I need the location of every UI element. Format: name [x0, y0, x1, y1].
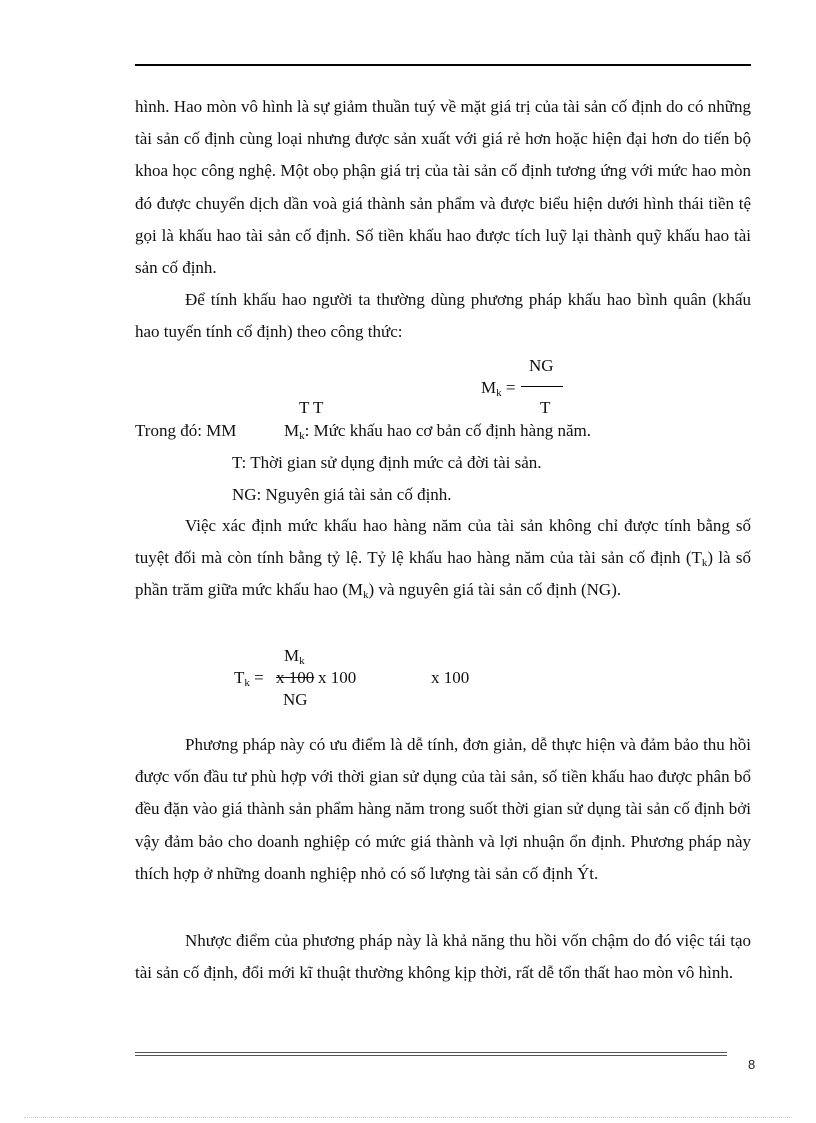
page-number: 8	[748, 1057, 756, 1072]
definition-mk: $M_k$: Mức khấu hao cơ bản cố định hàng năm.	[284, 421, 591, 442]
formula-mk-denominator: T	[540, 398, 551, 417]
paragraph-uu-diem: Phương pháp này có ưu điểm là dễ tính, đơn giản, dễ thực hiện và đảm bảo thu hồi được vốn đầu tư phù hợp với thời gian sử dụng của tài sản, số tiền khấu hao được phân bổ đều đặn vào giá thành sản phẩm hàng năm trong suốt thời gian sử dụng tài sản cố định bởi vậy đảm bảo cho doanh nghiệp có mức giá thành và lợi nhuận ổn định. Phương pháp này thích hợp ở những doanh nghiệp nhỏ có số lượng tài sản cố định Ýt.	[135, 735, 751, 883]
formula-tk-denominator: NG	[283, 690, 308, 709]
paragraph-hao-mon-vo-hinh: hình. Hao mòn vô hình là sự giảm thuần tuý về mặt giá trị của tài sản cố định do có những tài sản cố định cùng loại nhưng được sản xuất với giá rẻ hơn hoặc hiện đại hơn do tiến bộ khoa học công nghệ. Một obọ phận giá trị của tài sản cố định tương ứng với mức hao mòn đó được chuyển dịch dần voà giá thành sản phẩm và được biểu hiện dưới hình thái tiền tệ gọi là khấu hao tài sản cố định. Số tiền khấu hao được tích luỹ lại thành quỹ khấu hao tài sản cố định.	[135, 97, 751, 278]
definitions-intro: Trong đó: MM	[135, 421, 237, 440]
paragraph-nhuoc-diem: Nhược điểm của phương pháp này là khả năng thu hồi vốn chậm do đó việc tái tạo tài sản cố định, đổi mới kĩ thuật thường không kịp thời, rất dễ tổn thất hao mòn vô hình.	[135, 931, 751, 983]
definition-t: T: Thời gian sử dụng định mức cả đời tài sản.	[232, 453, 542, 472]
definition-ng: NG: Nguyên giá tài sản cố định.	[232, 485, 452, 504]
footer-rule-bottom	[135, 1055, 727, 1056]
paragraph-cong-thuc-intro: Để tính khấu hao người ta thường dùng phương pháp khấu hao bình quân (khấu hao tuyến tính cố định) theo công thức:	[135, 290, 751, 342]
formula-tk-extra-multiplier: x 100	[431, 668, 470, 687]
formula-mk-lhs: $M_k$ =	[481, 378, 516, 399]
page-edge-dotted-line	[24, 1117, 792, 1118]
formula-tk-lhs: $T_k$ =	[234, 668, 264, 689]
paragraph-ty-le-khau-hao: Việc xác định mức khấu hao hàng năm của tài sản không chỉ được tính bằng số tuyệt đối mà còn tính bằng tỷ lệ. Tỷ lệ khấu hao hàng năm của tài sản cố định $(T_k)$ là số phần trăm giữa mức khấu hao $(M_k)$ và nguyên giá tài sản cố định (NG).	[135, 516, 751, 602]
formula-tk-multiplier: x 100	[318, 668, 357, 687]
formula-tk-struck-text: x 100	[276, 668, 315, 687]
formula-tk-numerator: $M_k$	[284, 646, 305, 667]
formula-mk-fraction-line	[521, 386, 563, 387]
header-rule	[135, 64, 751, 66]
footer-rule-top	[135, 1052, 727, 1053]
formula-stray-text: T T	[299, 398, 324, 417]
formula-mk-numerator: NG	[529, 356, 554, 375]
